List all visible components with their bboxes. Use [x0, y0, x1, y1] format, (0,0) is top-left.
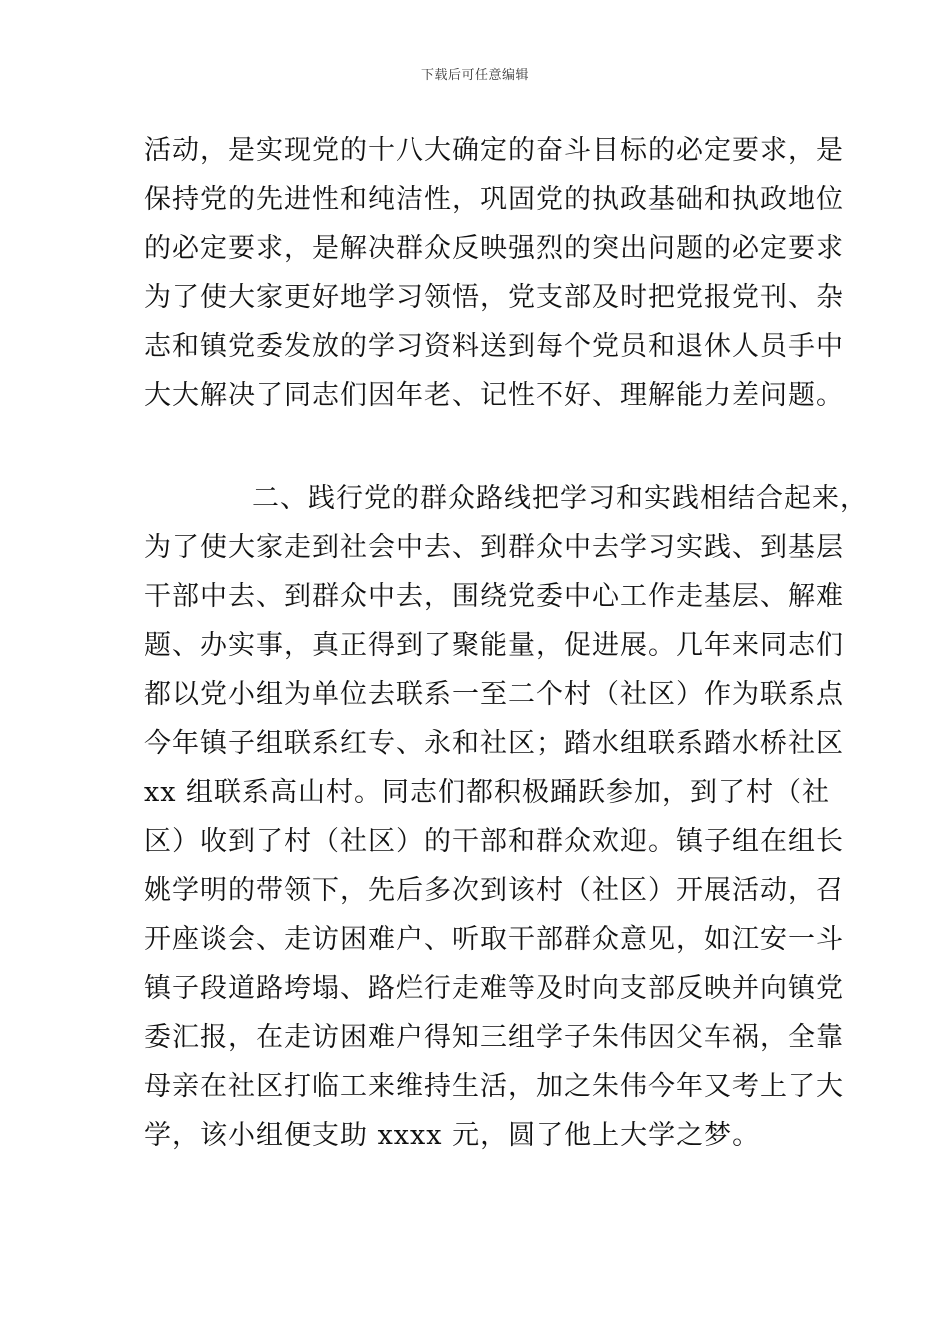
text-line: 的必定要求，是解决群众反映强烈的突出问题的必定要求 — [144, 233, 844, 264]
text-line: 姚学明的带领下，先后多次到该村（社区）开展活动，召 — [144, 875, 844, 906]
text-line: 大大解决了同志们因年老、记性不好、理解能力差问题。 — [144, 380, 844, 411]
text-line: 今年镇子组联系红专、永和社区；踏水组联系踏水桥社区 — [144, 728, 844, 759]
text-line: 学，该小组便支助 xxxx 元，圆了他上大学之梦。 — [144, 1120, 761, 1151]
text-line: 干部中去、到群众中去，围绕党委中心工作走基层、解难 — [144, 581, 844, 612]
text-line: 镇子段道路垮塌、路烂行走难等及时向支部反映并向镇党 — [144, 973, 844, 1004]
text-line: 区）收到了村（社区）的干部和群众欢迎。镇子组在组长 — [144, 826, 844, 857]
text-line: 母亲在社区打临工来维持生活，加之朱伟今年又考上了大 — [144, 1071, 844, 1102]
text-line: 保持党的先进性和纯洁性，巩固党的执政基础和执政地位 — [144, 184, 844, 215]
text-line: 活动，是实现党的十八大确定的奋斗目标的必定要求，是 — [144, 135, 844, 166]
text-line: 为了使大家更好地学习领悟，党支部及时把党报党刊、杂 — [144, 282, 844, 313]
paragraph-2 — [144, 474, 868, 1160]
text-line: 开座谈会、走访困难户、听取干部群众意见，如江安一斗 — [144, 924, 844, 955]
text-line: 都以党小组为单位去联系一至二个村（社区）作为联系点 — [144, 679, 844, 710]
text-line: 二、践行党的群众路线把学习和实践相结合起来， — [252, 483, 868, 514]
text-line: 委汇报，在走访困难户得知三组学子朱伟因父车祸，全靠 — [144, 1022, 844, 1053]
text-line: 为了使大家走到社会中去、到群众中去学习实践、到基层 — [144, 532, 844, 563]
paragraph-1 — [144, 126, 844, 420]
text-line: 题、办实事，真正得到了聚能量，促进展。几年来同志们 — [144, 630, 844, 661]
text-line: xx 组联系高山村。同志们都积极踊跃参加，到了村（社 — [144, 777, 831, 808]
page-header: 下载后可任意编辑 — [420, 68, 529, 83]
text-line: 志和镇党委发放的学习资料送到每个党员和退休人员手中 — [144, 331, 844, 362]
